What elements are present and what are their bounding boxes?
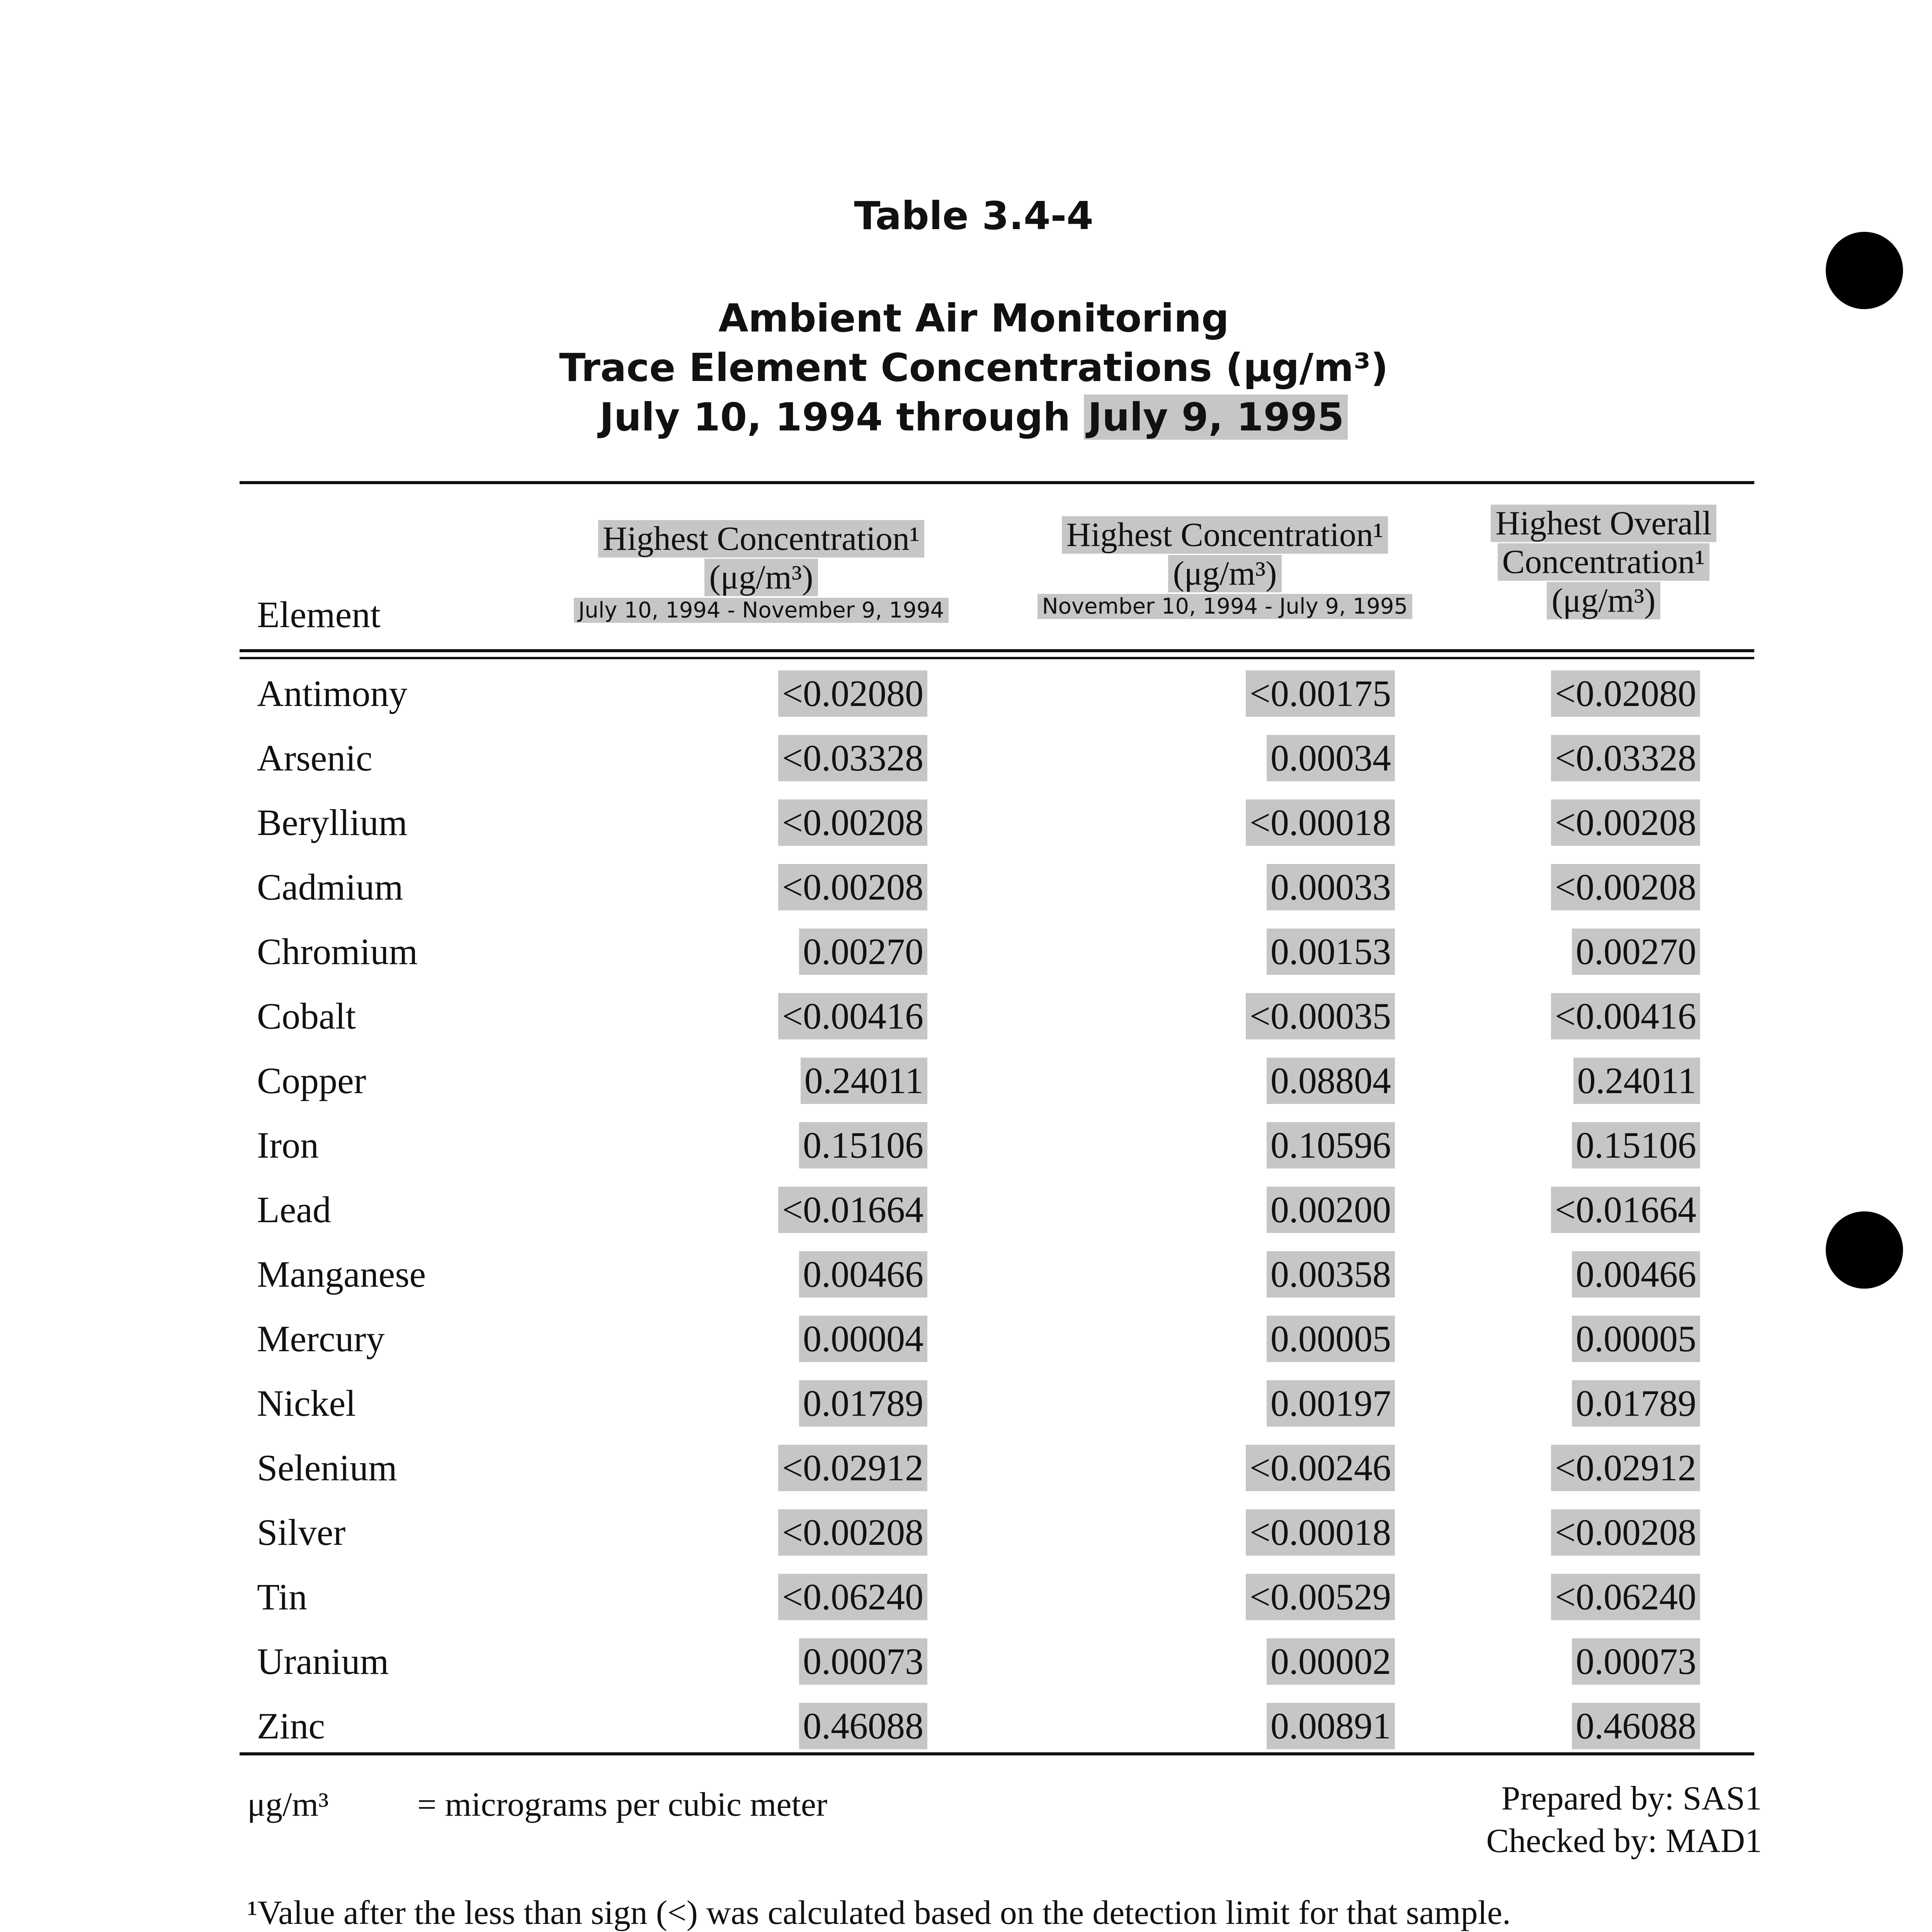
value-period-1: 0.01789 bbox=[799, 1380, 927, 1427]
value-period-2: 0.00891 bbox=[1267, 1703, 1395, 1749]
header-col-2 bbox=[1005, 516, 1445, 620]
header-col-1-period: July 10, 1994 - November 9, 1994 bbox=[574, 598, 949, 623]
header-col-2-label: Highest Concentration¹ bbox=[1062, 516, 1388, 554]
value-overall: 0.00466 bbox=[1572, 1251, 1700, 1298]
table-row bbox=[0, 1445, 1932, 1510]
table-row bbox=[0, 1251, 1932, 1316]
value-period-1: <0.00208 bbox=[778, 1509, 927, 1556]
value-period-1: 0.00466 bbox=[799, 1251, 927, 1298]
header-col-1-unit: (μg/m³) bbox=[704, 559, 818, 596]
value-period-1: 0.00073 bbox=[799, 1638, 927, 1685]
table-row bbox=[0, 1122, 1932, 1187]
table-row bbox=[0, 993, 1932, 1058]
value-overall: <0.02912 bbox=[1551, 1445, 1700, 1491]
table-row bbox=[0, 735, 1932, 800]
value-period-2: 0.00153 bbox=[1267, 929, 1395, 975]
table-title bbox=[0, 294, 1932, 442]
value-period-1: 0.24011 bbox=[801, 1058, 927, 1104]
value-overall: 0.00005 bbox=[1572, 1316, 1700, 1362]
value-overall: 0.00073 bbox=[1572, 1638, 1700, 1685]
table-row bbox=[0, 1058, 1932, 1122]
header-col-3 bbox=[1445, 504, 1762, 620]
element-name: Iron bbox=[257, 1124, 319, 1166]
value-period-1: <0.00208 bbox=[778, 864, 927, 910]
element-name: Zinc bbox=[257, 1705, 325, 1747]
value-period-2: 0.00033 bbox=[1267, 864, 1395, 910]
table-row bbox=[0, 1574, 1932, 1639]
value-period-2: <0.00018 bbox=[1246, 799, 1395, 846]
element-name: Mercury bbox=[257, 1318, 385, 1359]
legend-unit: μg/m³ bbox=[247, 1786, 329, 1823]
footnote: ¹Value after the less than sign (<) was calculated based on the detection limit for that sample. bbox=[247, 1894, 1511, 1932]
value-period-2: 0.08804 bbox=[1267, 1058, 1395, 1104]
table-row bbox=[0, 1316, 1932, 1381]
header-element: Element bbox=[257, 594, 381, 635]
table-row bbox=[0, 1509, 1932, 1574]
value-period-2: 0.00200 bbox=[1267, 1187, 1395, 1233]
prepared-checked-block bbox=[1486, 1777, 1762, 1862]
element-name: Chromium bbox=[257, 931, 418, 972]
value-period-1: <0.00208 bbox=[778, 799, 927, 846]
element-name: Silver bbox=[257, 1512, 346, 1553]
header-col-3-label-2: Concentration¹ bbox=[1498, 543, 1710, 581]
value-period-1: <0.06240 bbox=[778, 1574, 927, 1620]
header-col-1 bbox=[549, 520, 974, 624]
table-row bbox=[0, 799, 1932, 864]
element-name: Cobalt bbox=[257, 995, 356, 1037]
value-overall: 0.24011 bbox=[1573, 1058, 1700, 1104]
value-period-1: 0.00004 bbox=[799, 1316, 927, 1362]
value-overall: <0.00208 bbox=[1551, 799, 1700, 846]
title-line-3 bbox=[0, 393, 1932, 442]
title-date-end: July 9, 1995 bbox=[1084, 395, 1348, 440]
header-col-3-unit: (μg/m³) bbox=[1547, 582, 1660, 619]
value-period-2: <0.00035 bbox=[1246, 993, 1395, 1039]
prepared-by: Prepared by: SAS1 bbox=[1501, 1780, 1762, 1817]
value-overall: <0.00416 bbox=[1551, 993, 1700, 1039]
header-col-2-period: November 10, 1994 - July 9, 1995 bbox=[1037, 594, 1413, 619]
unit-legend bbox=[247, 1785, 828, 1824]
header-col-2-unit: (μg/m³) bbox=[1168, 555, 1281, 592]
table-row bbox=[0, 1703, 1932, 1768]
value-period-2: <0.00175 bbox=[1246, 670, 1395, 717]
element-name: Copper bbox=[257, 1060, 366, 1101]
title-line-1: Ambient Air Monitoring bbox=[718, 296, 1229, 341]
header-rule-2 bbox=[240, 657, 1754, 659]
value-period-2: 0.00002 bbox=[1267, 1638, 1395, 1685]
value-overall: 0.15106 bbox=[1572, 1122, 1700, 1168]
value-overall: <0.02080 bbox=[1551, 670, 1700, 717]
value-period-2: 0.10596 bbox=[1267, 1122, 1395, 1168]
value-period-2: 0.00005 bbox=[1267, 1316, 1395, 1362]
value-overall: 0.00270 bbox=[1572, 929, 1700, 975]
value-period-1: 0.00270 bbox=[799, 929, 927, 975]
title-date-start: July 10, 1994 through bbox=[599, 395, 1071, 440]
value-period-1: 0.15106 bbox=[799, 1122, 927, 1168]
value-overall: <0.00208 bbox=[1551, 864, 1700, 910]
element-name: Nickel bbox=[257, 1383, 356, 1424]
value-overall: <0.01664 bbox=[1551, 1187, 1700, 1233]
element-name: Beryllium bbox=[257, 802, 408, 843]
header-rule-1 bbox=[240, 649, 1754, 652]
element-name: Tin bbox=[257, 1576, 307, 1617]
value-overall: <0.00208 bbox=[1551, 1509, 1700, 1556]
title-line-2: Trace Element Concentrations (μg/m³) bbox=[559, 345, 1388, 390]
element-name: Cadmium bbox=[257, 866, 403, 908]
table-row bbox=[0, 1187, 1932, 1252]
legend-definition: = micrograms per cubic meter bbox=[417, 1786, 828, 1823]
value-period-1: <0.00416 bbox=[778, 993, 927, 1039]
value-period-2: 0.00358 bbox=[1267, 1251, 1395, 1298]
table-number: Table 3.4-4 bbox=[854, 193, 1094, 238]
value-period-1: 0.46088 bbox=[799, 1703, 927, 1749]
element-name: Lead bbox=[257, 1189, 331, 1230]
value-overall: <0.06240 bbox=[1551, 1574, 1700, 1620]
table-row bbox=[0, 864, 1932, 929]
header-col-1-label: Highest Concentration¹ bbox=[598, 520, 925, 558]
element-name: Selenium bbox=[257, 1447, 397, 1488]
value-overall: <0.03328 bbox=[1551, 735, 1700, 781]
table-row bbox=[0, 670, 1932, 735]
value-period-2: 0.00197 bbox=[1267, 1380, 1395, 1427]
table-row bbox=[0, 1638, 1932, 1703]
table-row bbox=[0, 1380, 1932, 1445]
element-name: Uranium bbox=[257, 1641, 389, 1682]
value-period-2: 0.00034 bbox=[1267, 735, 1395, 781]
checked-by: Checked by: MAD1 bbox=[1486, 1822, 1762, 1860]
value-period-2: <0.00246 bbox=[1246, 1445, 1395, 1491]
element-name: Antimony bbox=[257, 673, 408, 714]
table-bottom-rule bbox=[240, 1752, 1754, 1755]
table-top-rule bbox=[240, 481, 1754, 484]
value-period-2: <0.00018 bbox=[1246, 1509, 1395, 1556]
value-period-1: <0.02912 bbox=[778, 1445, 927, 1491]
element-name: Manganese bbox=[257, 1253, 426, 1295]
value-period-2: <0.00529 bbox=[1246, 1574, 1395, 1620]
value-period-1: <0.01664 bbox=[778, 1187, 927, 1233]
table-row bbox=[0, 929, 1932, 993]
value-period-1: <0.02080 bbox=[778, 670, 927, 717]
header-col-3-label-1: Highest Overall bbox=[1491, 505, 1716, 542]
value-period-1: <0.03328 bbox=[778, 735, 927, 781]
value-overall: 0.01789 bbox=[1572, 1380, 1700, 1427]
element-name: Arsenic bbox=[257, 737, 372, 779]
value-overall: 0.46088 bbox=[1572, 1703, 1700, 1749]
